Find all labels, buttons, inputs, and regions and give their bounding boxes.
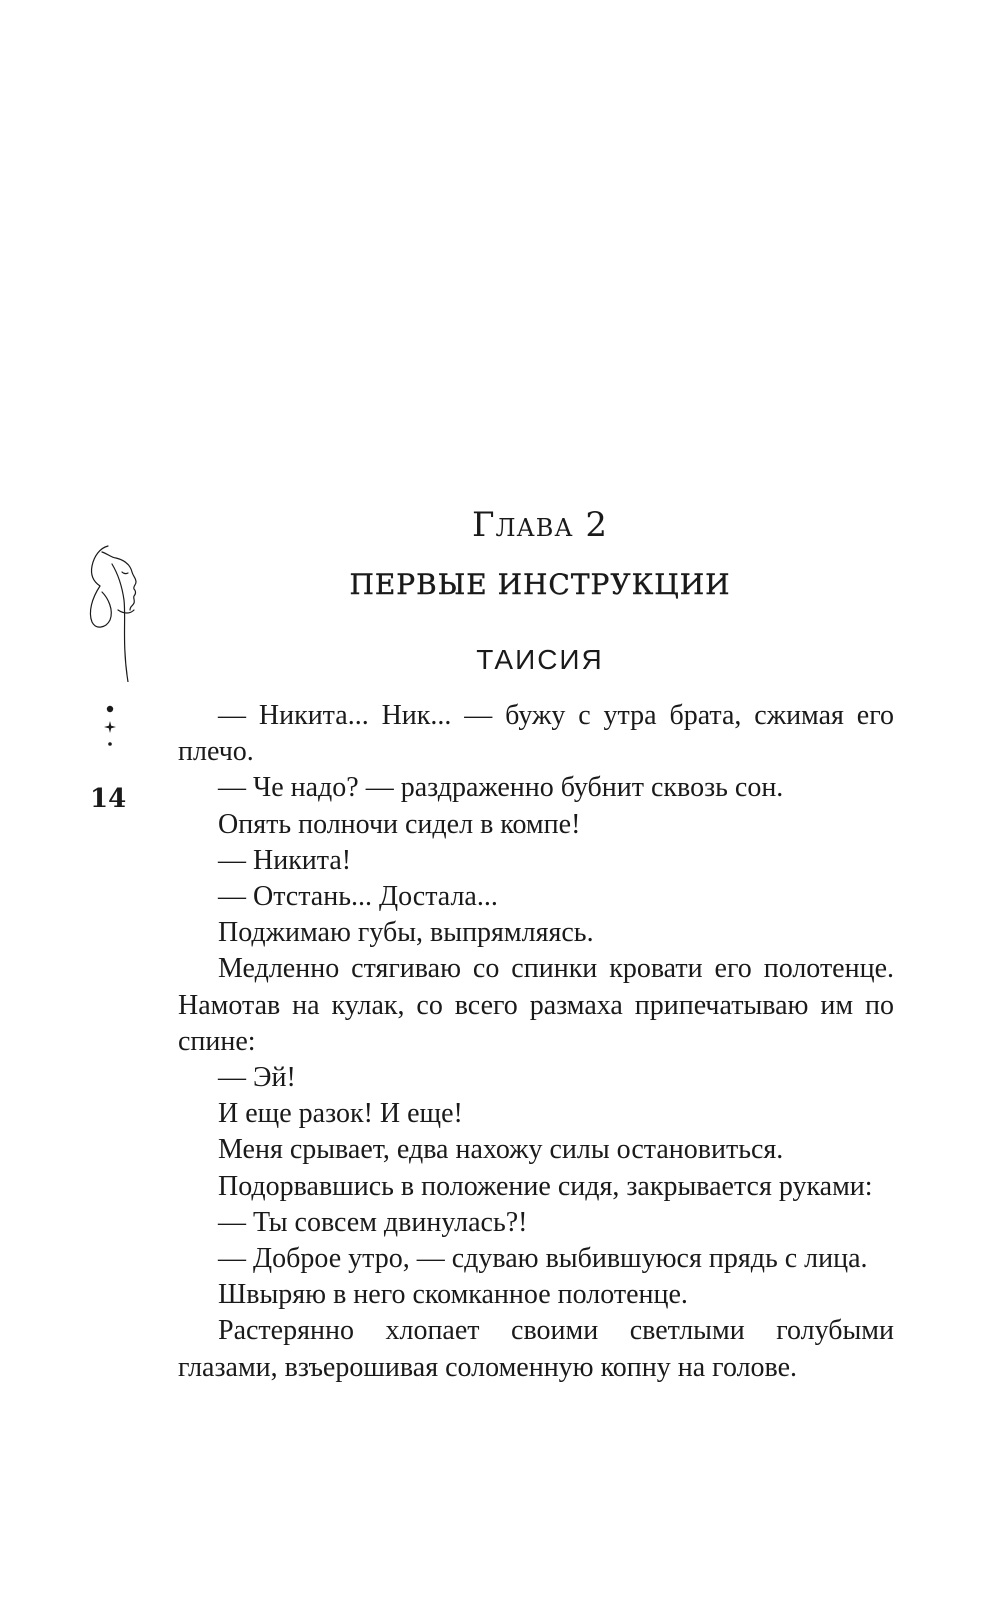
- paragraph: — Ты совсем двинулась?!: [218, 1206, 528, 1238]
- paragraph: Швыряю в него скомканное полотенце.: [218, 1279, 688, 1311]
- paragraph: — Никита... Ник... — бужу с утра брата, сжимая его плечо.: [178, 700, 894, 768]
- line-art-face-icon: [78, 544, 178, 682]
- paragraph: Опять полночи сидел в компе!: [218, 808, 581, 840]
- chapter-number: Глава 2: [472, 505, 608, 545]
- pov-character-name: ТАИСИЯ: [476, 644, 604, 675]
- paragraph: Медленно стягиваю со спинки кровати его полотенце. Намотав на кулак, со всего размаха припечатываю им по спине:: [178, 953, 894, 1057]
- paragraph: Растерянно хлопает своими светлыми голубыми глазами, взъерошивая соломенную копну на голове.: [178, 1315, 894, 1383]
- chapter-body-text: [178, 698, 894, 1386]
- page-number: 14: [90, 784, 127, 814]
- three-dots-star-icon: [100, 704, 120, 752]
- paragraph: Поджимаю губы, выпрямляясь.: [218, 917, 594, 949]
- paragraph: — Доброе утро, — сдуваю выбившуюся прядь с лица.: [218, 1243, 868, 1275]
- paragraph: — Отстань... Достала...: [218, 881, 498, 913]
- paragraph: — Никита!: [218, 844, 352, 876]
- paragraph: И еще разок! И еще!: [218, 1098, 463, 1130]
- paragraph: Подорвавшись в положение сидя, закрывается руками:: [218, 1170, 873, 1202]
- chapter-title: ПЕРВЫЕ ИНСТРУКЦИИ: [349, 568, 731, 601]
- paragraph: Меня срывает, едва нахожу силы остановиться.: [218, 1134, 784, 1166]
- paragraph: — Эй!: [218, 1062, 296, 1094]
- paragraph: — Че надо? — раздраженно бубнит сквозь сон.: [218, 772, 784, 804]
- chapter-heading: [180, 500, 900, 680]
